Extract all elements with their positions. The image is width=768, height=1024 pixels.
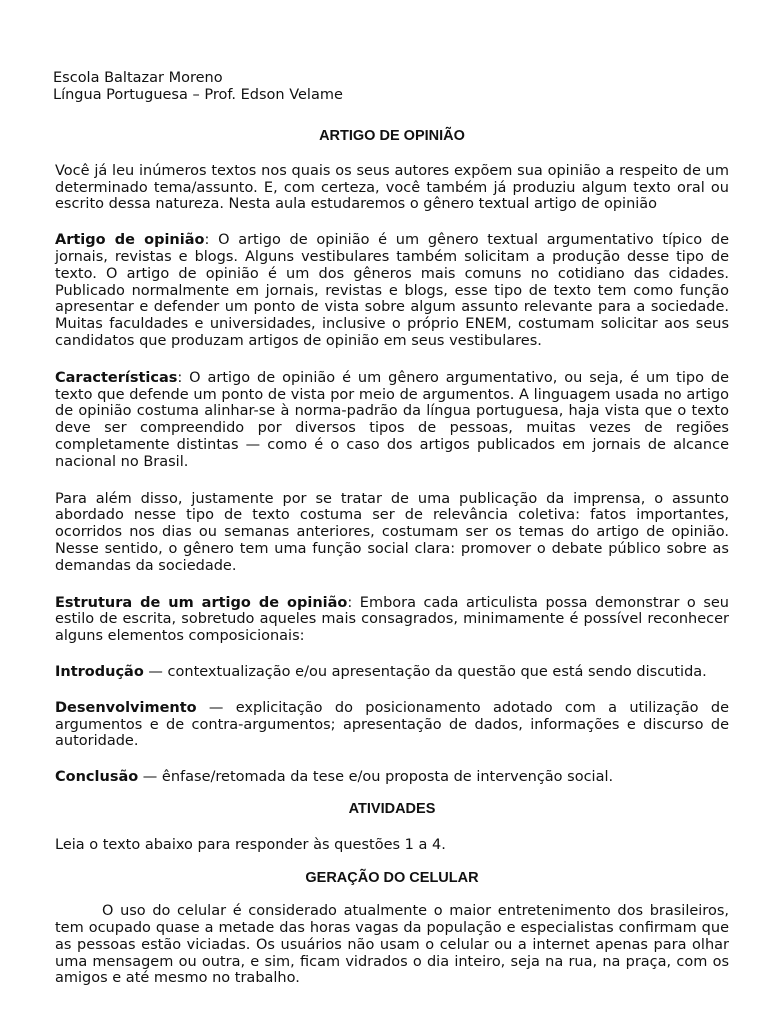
conclusion-text: — ênfase/retomada da tese e/ou proposta de intervenção social. (138, 769, 614, 786)
subject-teacher: Língua Portuguesa – Prof. Edson Velame (53, 86, 343, 103)
document-header (53, 70, 343, 104)
introduction-term: Introdução (55, 663, 144, 680)
intro-paragraph: Você já leu inúmeros textos nos quais os seus autores expõem sua opinião a respeito de um determinado tema/assunto. E, com certeza, você também já produziu algum texto oral ou escrito dessa natureza. Nesta aula estudaremos o gênero textual artigo de opinião (55, 162, 729, 213)
structure-text: : Embora cada articulista possa demonstrar o seu estilo de escrita, sobretudo aqueles mais consagrados, minimamente é possível reconhecer alguns elementos composicionais: (55, 594, 729, 645)
school-name: Escola Baltazar Moreno (53, 70, 223, 86)
conclusion-term: Conclusão (55, 769, 139, 786)
document-body (55, 128, 729, 987)
definition-paragraph (55, 232, 729, 350)
activities-title: ATIVIDADES (348, 800, 436, 817)
characteristics-term: Características (55, 369, 178, 386)
development-term: Desenvolvimento (55, 699, 197, 716)
structure-paragraph (55, 595, 729, 645)
characteristics-paragraph (55, 370, 729, 471)
characteristics-text: : O artigo de opinião é um gênero argumentativo, ou seja, é um tipo de texto que defende um ponto de vista por meio de argumentos. A linguagem usada no artigo de opinião costuma alinhar-se à norma-padrão da língua portuguesa, haja vista que o texto deve ser compreendido por diversos tipos de pessoas, muitas vezes de regiões completamente distintas — como é o caso dos artigos publicados em jornais de alcance nacional no Brasil. (55, 369, 729, 470)
structure-term: Estrutura de um artigo de opinião (55, 594, 348, 611)
instruction-paragraph: Leia o texto abaixo para responder às questões 1 a 4. (55, 836, 446, 853)
introduction-paragraph (55, 664, 729, 681)
conclusion-paragraph (55, 769, 729, 786)
beyond-paragraph: Para além disso, justamente por se tratar de uma publicação da imprensa, o assunto abordado nesse tipo de texto costuma ser de relevância coletiva: fatos importantes, ocorridos nos dias ou semanas anteriores, costumam ser os temas do artigo de opinião. Nesse sentido, o gênero tem uma função social clara: promover o debate público sobre as demandas da sociedade. (55, 490, 729, 574)
text-body-paragraph: O uso do celular é considerado atualmente o maior entretenimento dos brasileiros, tem ocupado quase a metade das horas vagas da população e especialistas confirmam que as pessoas estão viciadas. Os usuários não usam o celular ou a internet apenas para olhar uma mensagem ou outra, e sim, ficam vidrados o dia inteiro, seja na rua, na praça, com os amigos e até mesmo no trabalho. (55, 903, 729, 987)
document-title: ARTIGO DE OPINIÃO (319, 128, 465, 144)
introduction-text: — contextualização e/ou apresentação da questão que está sendo discutida. (143, 663, 707, 680)
development-text: — explicitação do posicionamento adotado com a utilização de argumentos e de contra-argumentos; apresentação de dados, informações e discurso de autoridade. (55, 699, 729, 750)
text-title: GERAÇÃO DO CELULAR (305, 869, 479, 886)
definition-term: Artigo de opinião (55, 232, 205, 249)
development-paragraph (55, 700, 729, 750)
definition-text: : O artigo de opinião é um gênero textual argumentativo típico de jornais, revistas e blogs. Alguns vestibulares também solicitam a produção desse tipo de texto. O artigo de opinião é um dos gêneros mais comuns no cotidiano das cidades. Publicado normalmente em jornais, revistas e blogs, esse tipo de texto tem como função apresentar e defender um ponto de vista sobre algum assunto relevante para a sociedade. Muitas faculdades e universidades, inclusive o próprio ENEM, costumam solicitar aos seus candidatos que produzam artigos de opinião em seus vestibulares. (55, 232, 730, 349)
